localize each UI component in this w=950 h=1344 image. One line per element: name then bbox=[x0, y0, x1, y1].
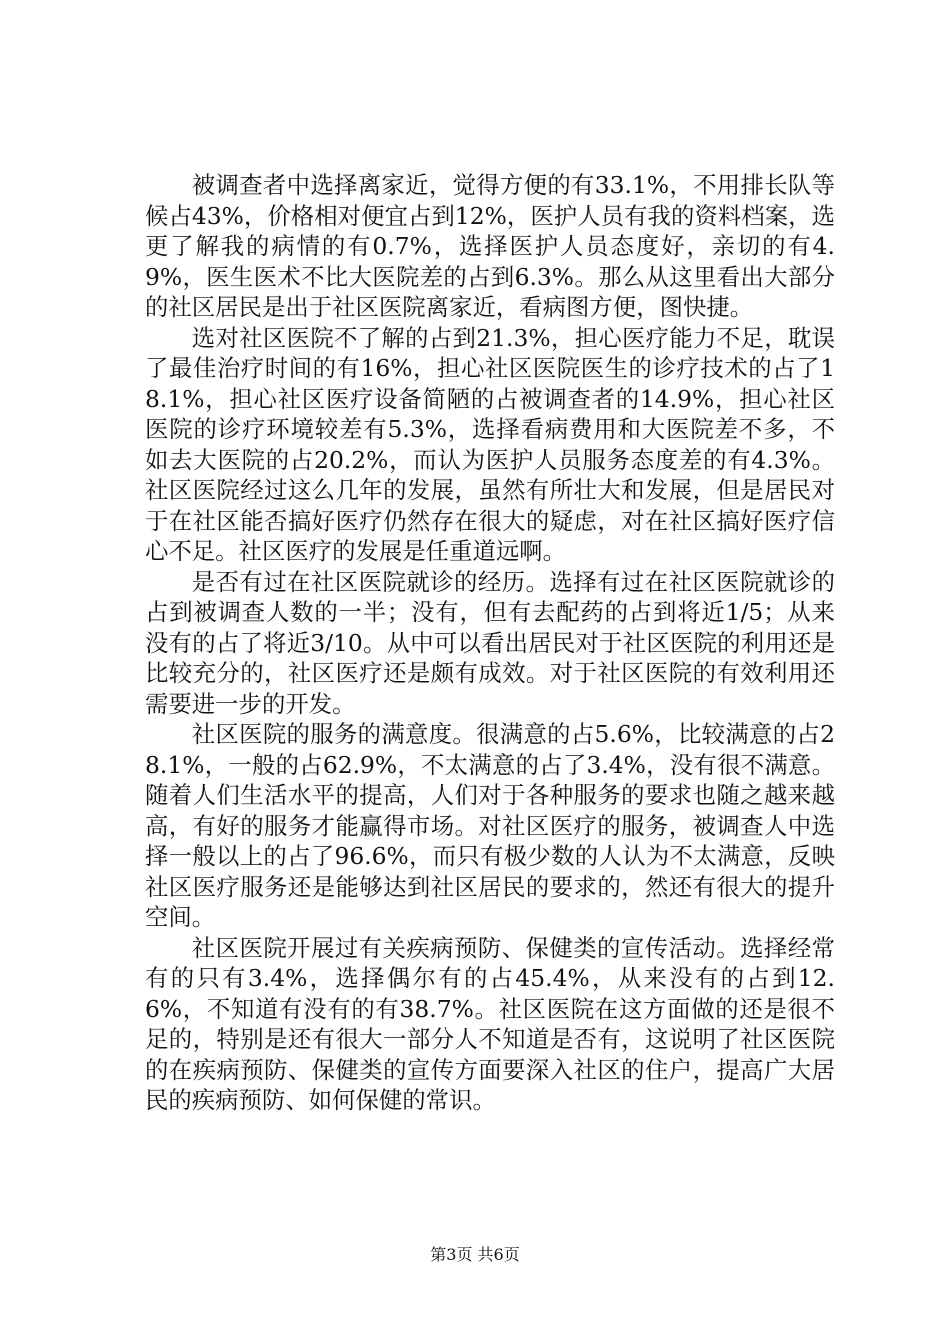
paragraph: 社区医院开展过有关疾病预防、保健类的宣传活动。选择经常有的只有3.4%，选择偶尔有的占45.4%，从来没有的占到12.6%，不知道有没有的有38.7%。社区医院在这方面做的还是很不足的，特别是还有很大一部分人不知道是否有，这说明了社区医院的在疾病预防、保健类的宣传方面要深入社区的住户，提高广大居民的疾病预防、如何保健的常识。 bbox=[145, 933, 835, 1114]
page-footer: 第3页 共6页 bbox=[430, 1245, 520, 1264]
paragraph: 选对社区医院不了解的占到21.3%，担心医疗能力不足，耽误了最佳治疗时间的有16%，担心社区医院医生的诊疗技术的占了18.1%，担心社区医疗设备简陋的占被调查者的14.9%，担心社区医院的诊疗环境较差有5.3%，选择看病费用和大医院差不多，不如去大医院的占20.2%，而认为医护人员服务态度差的有4.3%。社区医院经过这么几年的发展，虽然有所壮大和发展，但是居民对于在社区能否搞好医疗仍然存在很大的疑虑，对在社区搞好医疗信心不足。社区医疗的发展是任重道远啊。 bbox=[145, 323, 835, 565]
paragraph: 被调查者中选择离家近，觉得方便的有33.1%，不用排长队等候占43%，价格相对便宜占到12%，医护人员有我的资料档案，选更了解我的病情的有0.7%，选择医护人员态度好，亲切的有4.9%，医生医术不比大医院差的占到6.3%。那么从这里看出大部分的社区居民是出于社区医院离家近，看病图方便，图快捷。 bbox=[145, 171, 835, 321]
paragraph: 社区医院的服务的满意度。很满意的占5.6%，比较满意的占28.1%，一般的占62.9%，不太满意的占了3.4%，没有很不满意。随着人们生活水平的提高，人们对于各种服务的要求也随之越来越高，有好的服务才能赢得市场。对社区医疗的服务，被调查人中选择一般以上的占了96.6%，而只有极少数的人认为不太满意，反映社区医疗服务还是能够达到社区居民的要求的，然还有很大的提升空间。 bbox=[145, 720, 835, 931]
paragraph: 是否有过在社区医院就诊的经历。选择有过在社区医院就诊的占到被调查人数的一半；没有，但有去配药的占到将近1/5；从来没有的占了将近3/10。从中可以看出居民对于社区医院的利用还是比较充分的，社区医疗还是颇有成效。对于社区医院的有效利用还需要进一步的开发。 bbox=[145, 567, 835, 718]
document-body bbox=[145, 170, 835, 1116]
